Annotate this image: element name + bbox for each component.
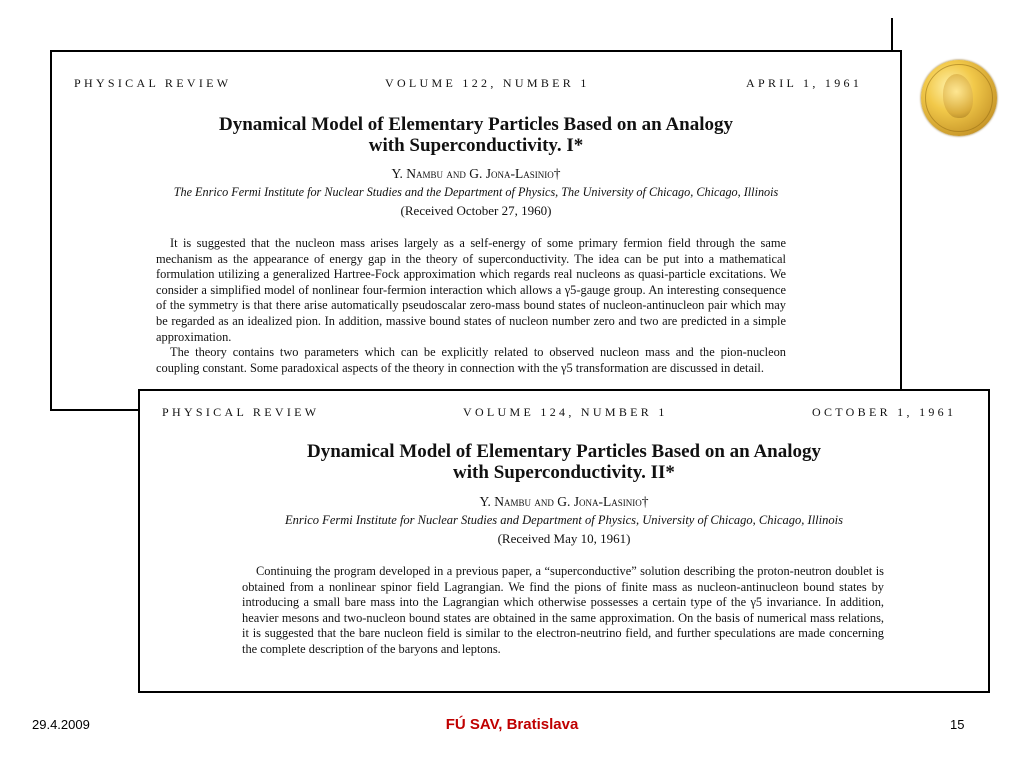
paper-2-authors (140, 494, 988, 510)
paper-1-abstract-p1: It is suggested that the nucleon mass arises largely as a self-energy of some primary fermion field through the same mechanism as the appearance of energy gap in the theory of superconductivity. The idea can be put into a mathematical formulation utilizing a generalized Hartree-Fock approximation which regards real nucleons as quasi-particle excitations. We consider a simplified model of nonlinear four-fermion interaction which allows a γ5-gauge group. An interesting consequence of the symmetry is that there arise automatically pseudoscalar zero-mass bound states of nucleon-antinucleon pair which may be regarded as an idealized pion. In addition, massive bound states of nucleon number zero and two are predicted in a simple approximation. (156, 236, 786, 344)
paper-2-abstract-p1: Continuing the program developed in a previous paper, a “superconductive” solution describing the proton-neutron doublet is obtained from a nonlinear spinor field Lagrangian. We find the pions of finite mass as nucleon-antinucleon bound states by introducing a small bare mass into the Lagrangian which otherwise possesses a certain type of the γ5 invariance. In addition, heavier mesons and two-nucleon bound states are obtained in the same approximation. On the basis of numerical mass relations, it is suggested that the bare nucleon field is similar to the electron-neutrino field, and further speculations are made concerning the complete description of the baryons and leptons. (242, 564, 884, 656)
paper-1-excerpt (50, 50, 902, 411)
paper-2-date: OCTOBER 1, 1961 (812, 405, 957, 419)
paper-2-volume: VOLUME 124, NUMBER 1 (463, 405, 668, 419)
paper-1-received: (Received October 27, 1960) (400, 203, 552, 218)
paper-1-author-2: G. Jona-Lasinio† (469, 166, 561, 181)
paper-1-volume: VOLUME 122, NUMBER 1 (385, 76, 590, 90)
paper-1-abstract (156, 236, 786, 376)
paper-1-authors (52, 166, 900, 182)
paper-1-date: APRIL 1, 1961 (746, 76, 863, 90)
paper-2-received: (Received May 10, 1961) (497, 531, 631, 546)
paper-2-header (140, 405, 988, 425)
paper-2-abstract (242, 564, 884, 658)
paper-2-excerpt (138, 389, 990, 693)
paper-2-and: and (534, 494, 554, 509)
paper-1-title-line-1: Dynamical Model of Elementary Particles Based on an Analogy (218, 114, 734, 135)
paper-2-title-line-1: Dynamical Model of Elementary Particles Based on an Analogy (306, 441, 822, 462)
footer-page-number: 15 (950, 717, 965, 732)
paper-1-abstract-p2: The theory contains two parameters which can be explicitly related to observed nucleon mass and the pion-nucleon coupling constant. Some paradoxical aspects of the theory in connection with the γ5 transformation are discussed in detail. (156, 345, 786, 375)
medal-portrait (943, 74, 973, 118)
paper-2-institution: Enrico Fermi Institute for Nuclear Studies and Department of Physics, University of Chicago, Chicago, Illinois (285, 513, 843, 527)
paper-2-title-line-2: with Superconductivity. II* (453, 462, 675, 483)
divider-line (891, 18, 893, 50)
paper-2-author-1: Y. Nambu (479, 494, 531, 509)
paper-1-header (52, 76, 900, 96)
footer-date: 29.4.2009 (32, 717, 90, 732)
paper-1-and: and (446, 166, 466, 181)
nobel-medal-icon (921, 60, 997, 136)
footer-institution: FÚ SAV, Bratislava (445, 716, 579, 733)
paper-2-journal: PHYSICAL REVIEW (162, 405, 320, 419)
paper-1-journal: PHYSICAL REVIEW (74, 76, 232, 90)
paper-1-title-line-2: with Superconductivity. I* (368, 135, 584, 156)
paper-1-institution: The Enrico Fermi Institute for Nuclear Studies and the Department of Physics, The University of Chicago, Chicago, Illinois (173, 185, 779, 199)
paper-1-author-1: Y. Nambu (391, 166, 443, 181)
paper-2-author-2: G. Jona-Lasinio† (557, 494, 649, 509)
